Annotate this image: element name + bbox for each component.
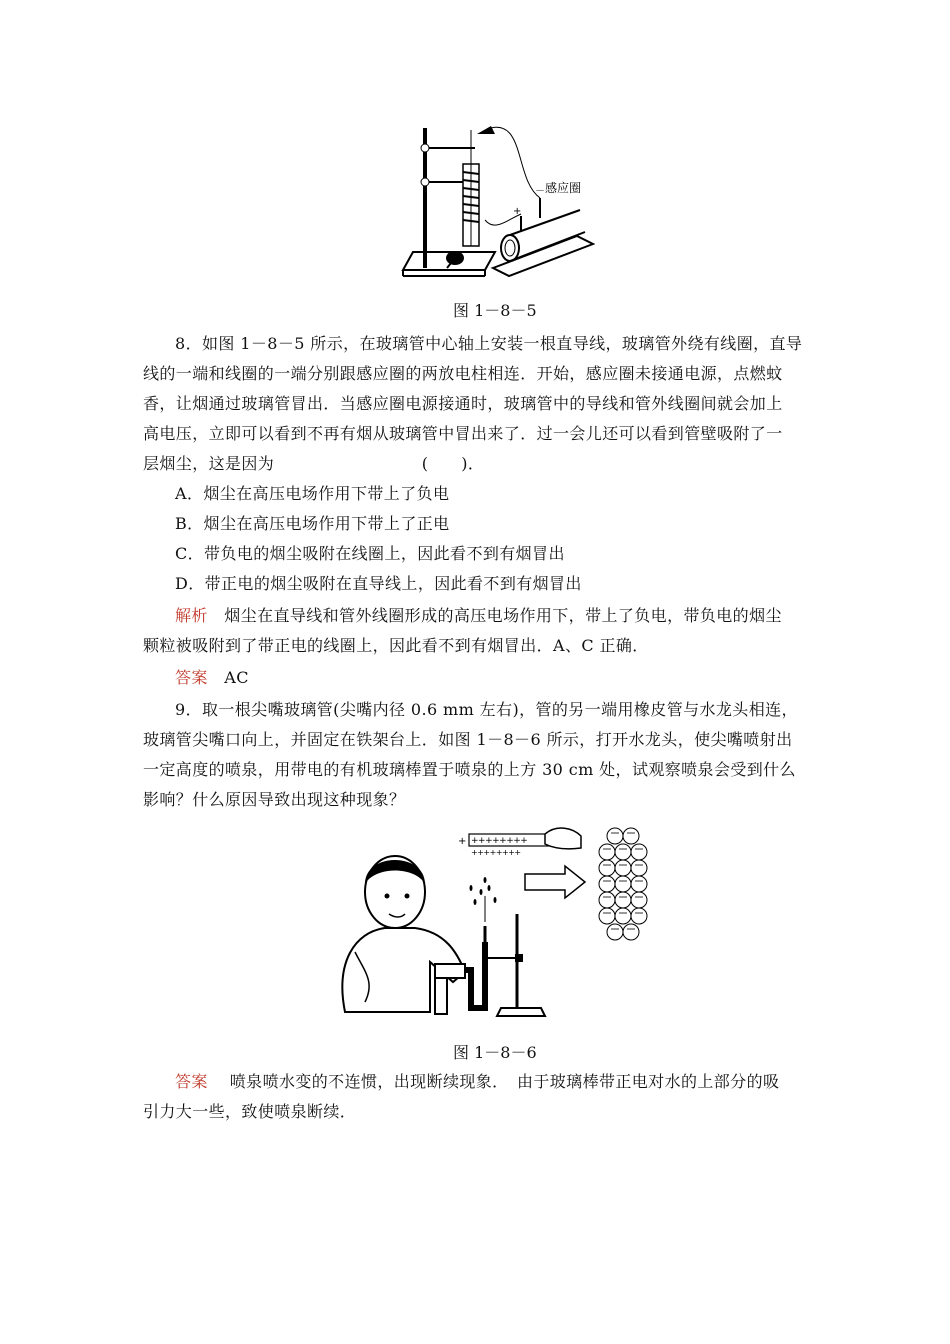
answer-label: 答案: [175, 1072, 208, 1091]
answer-text: 喷泉喷水变的不连惯，出现断续现象． 由于玻璃棒带正电对水的上部分的吸: [229, 1072, 780, 1091]
question-8-line-3: 香，让烟通过玻璃管冒出．当感应圈电源接通时，玻璃管中的导线和管外线圈间就会加上: [143, 394, 783, 413]
svg-text:+: +: [513, 206, 522, 217]
option-b: B．烟尘在高压电场作用下带上了正电: [175, 514, 450, 533]
option-c: C．带负电的烟尘吸附在线圈上，因此看不到有烟冒出: [175, 544, 565, 563]
question-9-line-2: 玻璃管尖嘴口向上，并固定在铁架台上．如图 1－8－6 所示，打开水龙头，使尖嘴喷射出: [143, 730, 793, 749]
analysis-line-2: 颗粒被吸附到了带正电的线圈上，因此看不到有烟冒出．A、C 正确．: [143, 636, 649, 655]
question-8-line-4: 高电压，立即可以看到不再有烟从玻璃管中冒出来了．过一会儿还可以看到管壁吸附了一: [143, 424, 783, 443]
question-8-line-5: 层烟尘，这是因为 ( )．: [143, 454, 485, 473]
rod-plus-sign: +: [458, 836, 467, 847]
figure-caption: 图 1－8－5: [453, 301, 537, 320]
rod-charges: ++++++++: [471, 836, 528, 846]
question-9-line-3: 一定高度的喷泉，用带电的有机玻璃棒置于喷泉的上方 30 cm 处，试观察喷泉会受到什么: [143, 760, 796, 779]
figure-1-8-5: [395, 120, 595, 290]
svg-text:－: －: [535, 186, 545, 197]
question-9-line-4: 影响？什么原因导致出现这种现象？: [143, 790, 406, 809]
question-8-line-2: 线的一端和线圈的一端分别跟感应圈的两放电柱相连．开始，感应圈未接通电源，点燃蚊: [143, 364, 783, 383]
question-8-line-1: 8．如图 1－8－5 所示，在玻璃管中心轴上安装一根直导线，玻璃管外绕有线圈，直导: [175, 334, 803, 353]
analysis-label: 解析: [175, 606, 208, 625]
rod-charges-lower: ++++++++: [471, 848, 521, 857]
answer-row-8: [175, 668, 249, 688]
answer-label: 答案: [175, 668, 208, 687]
figure-caption: 图 1－8－6: [453, 1043, 537, 1062]
figure-label-induction-coil: 感应圈: [545, 181, 582, 195]
analysis-text: 烟尘在直导线和管外线圈形成的高压电场作用下，带上了负电，带负电的烟尘: [224, 606, 782, 625]
question-9-line-1: 9．取一根尖嘴玻璃管(尖嘴内径 0.6 mm 左右)，管的另一端用橡皮管与水龙头相连，: [175, 700, 798, 719]
figure-1-8-6: [335, 822, 675, 1027]
analysis-row: [175, 606, 782, 626]
option-d: D．带正电的烟尘吸附在直导线上，因此看不到有烟冒出: [175, 574, 582, 593]
option-a: A．烟尘在高压电场作用下带上了负电: [175, 484, 450, 503]
answer-row-9: [175, 1072, 779, 1092]
answer-line-2: 引力大一些，致使喷泉断续．: [143, 1102, 357, 1121]
answer-value: AC: [224, 668, 249, 687]
